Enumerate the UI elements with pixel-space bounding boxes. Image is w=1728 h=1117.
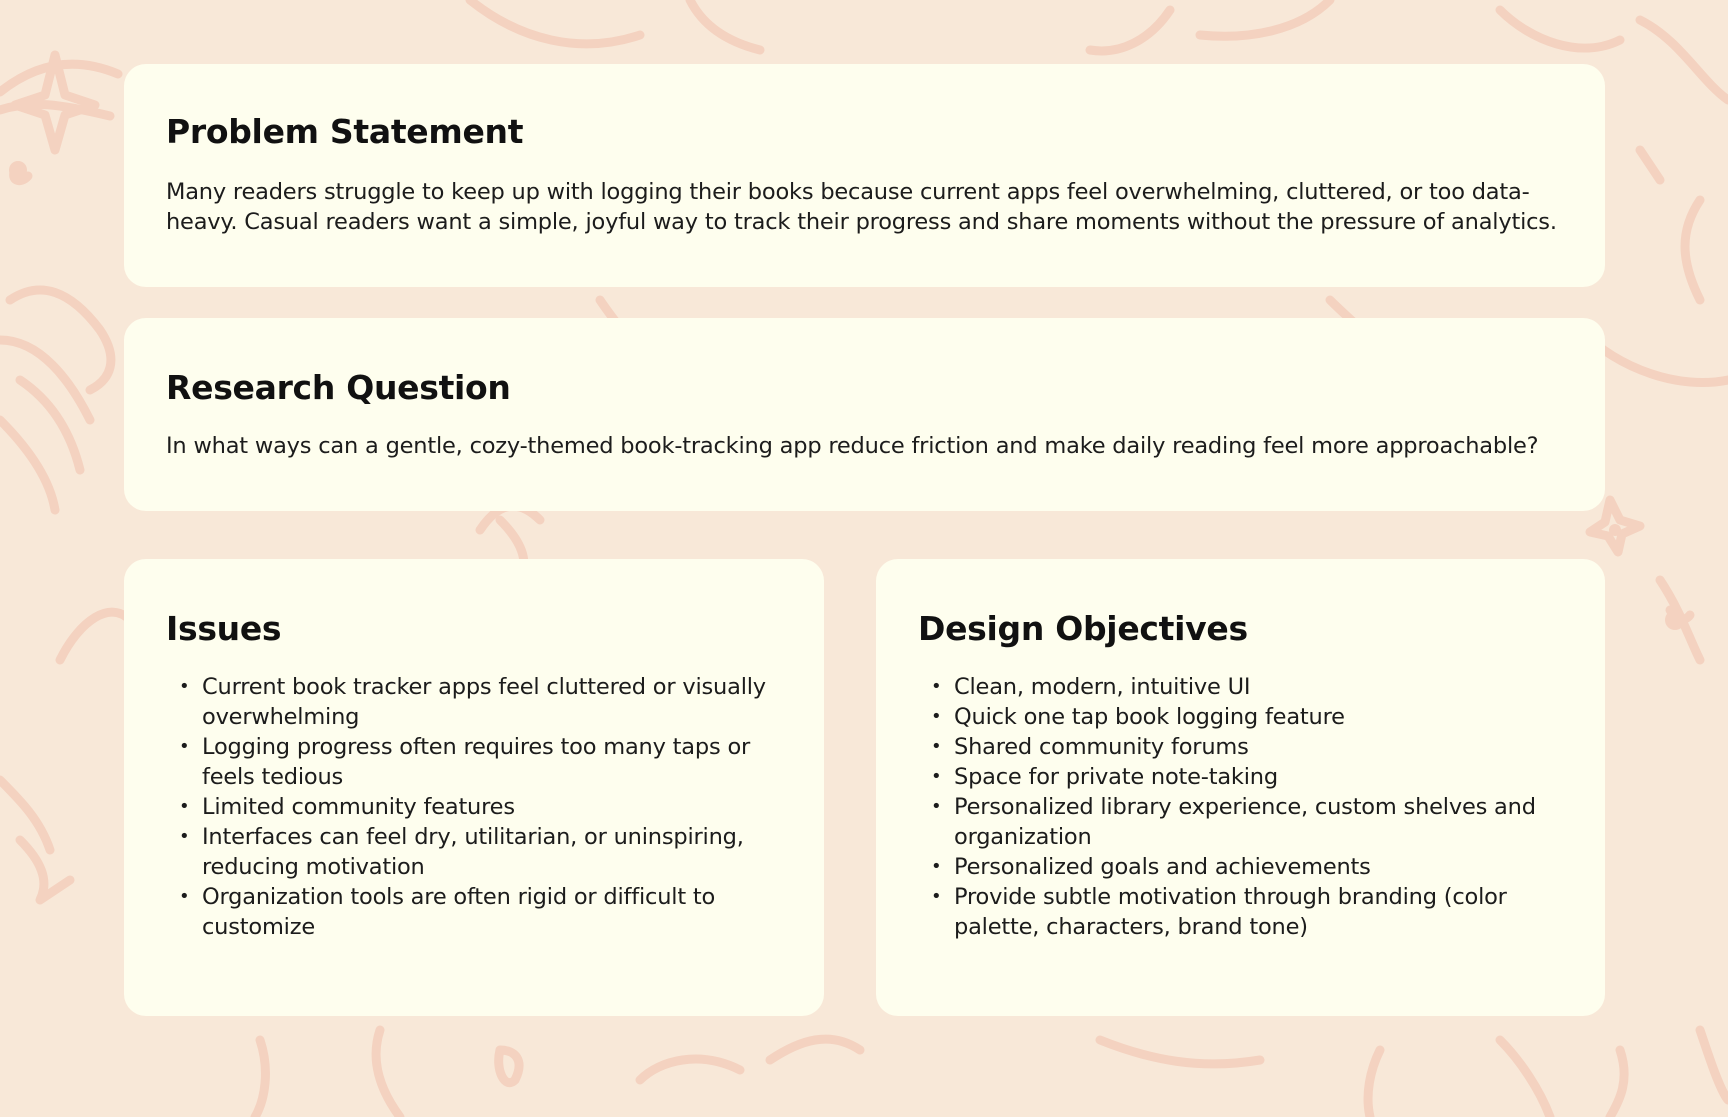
objective-text: Space for private note-taking [954, 764, 1278, 790]
bullet-dot-icon: • [179, 796, 190, 817]
problem-statement-text: Many readers struggle to keep up with logging their books because current apps feel overwhelming, cluttered, or too data-heavy. Casual readers want a simple, joyful way to track their progress and share moments without the pressure of analytics. [166, 179, 1557, 235]
problem-statement-title: Problem Statement [166, 112, 524, 151]
issue-text: Limited community features [202, 794, 515, 820]
bullet-dot-icon: • [931, 856, 942, 877]
bullet-dot-icon: • [179, 736, 190, 757]
issue-text: Current book tracker apps feel cluttered or visually overwhelming [202, 674, 766, 730]
bullet-dot-icon: • [931, 676, 942, 697]
list-item [918, 732, 1568, 762]
issues-title: Issues [166, 609, 282, 648]
list-item [918, 702, 1568, 732]
list-item [166, 882, 786, 942]
research-question-text: In what ways can a gentle, cozy-themed book-tracking app reduce friction and make daily reading feel more approachable? [166, 433, 1539, 459]
research-question-title: Research Question [166, 368, 511, 407]
list-item [918, 792, 1568, 852]
list-item [166, 792, 786, 822]
list-item [166, 822, 786, 882]
bullet-dot-icon: • [931, 796, 942, 817]
design-objectives-title: Design Objectives [918, 609, 1248, 648]
objective-text: Personalized library experience, custom shelves and organization [954, 794, 1536, 850]
problem-statement-card [124, 64, 1605, 287]
objective-text: Provide subtle motivation through branding (color palette, characters, brand tone) [954, 884, 1507, 940]
list-item [918, 852, 1568, 882]
bullet-dot-icon: • [179, 886, 190, 907]
design-objectives-card [876, 559, 1605, 1016]
list-item [166, 672, 786, 732]
bullet-dot-icon: • [931, 736, 942, 757]
list-item [166, 732, 786, 792]
objective-text: Clean, modern, intuitive UI [954, 674, 1251, 700]
list-item [918, 672, 1568, 702]
issue-text: Interfaces can feel dry, utilitarian, or uninspiring, reducing motivation [202, 824, 744, 880]
bullet-dot-icon: • [931, 706, 942, 727]
objective-text: Quick one tap book logging feature [954, 704, 1345, 730]
objective-text: Personalized goals and achievements [954, 854, 1371, 880]
issues-list [166, 672, 786, 942]
objective-text: Shared community forums [954, 734, 1249, 760]
research-question-card [124, 318, 1605, 511]
design-objectives-list [918, 672, 1568, 942]
issues-card [124, 559, 824, 1016]
bullet-dot-icon: • [179, 826, 190, 847]
bullet-dot-icon: • [931, 886, 942, 907]
bullet-dot-icon: • [931, 766, 942, 787]
bullet-dot-icon: • [179, 676, 190, 697]
list-item [918, 882, 1568, 942]
issue-text: Organization tools are often rigid or difficult to customize [202, 884, 716, 940]
list-item [918, 762, 1568, 792]
issue-text: Logging progress often requires too many taps or feels tedious [202, 734, 751, 790]
